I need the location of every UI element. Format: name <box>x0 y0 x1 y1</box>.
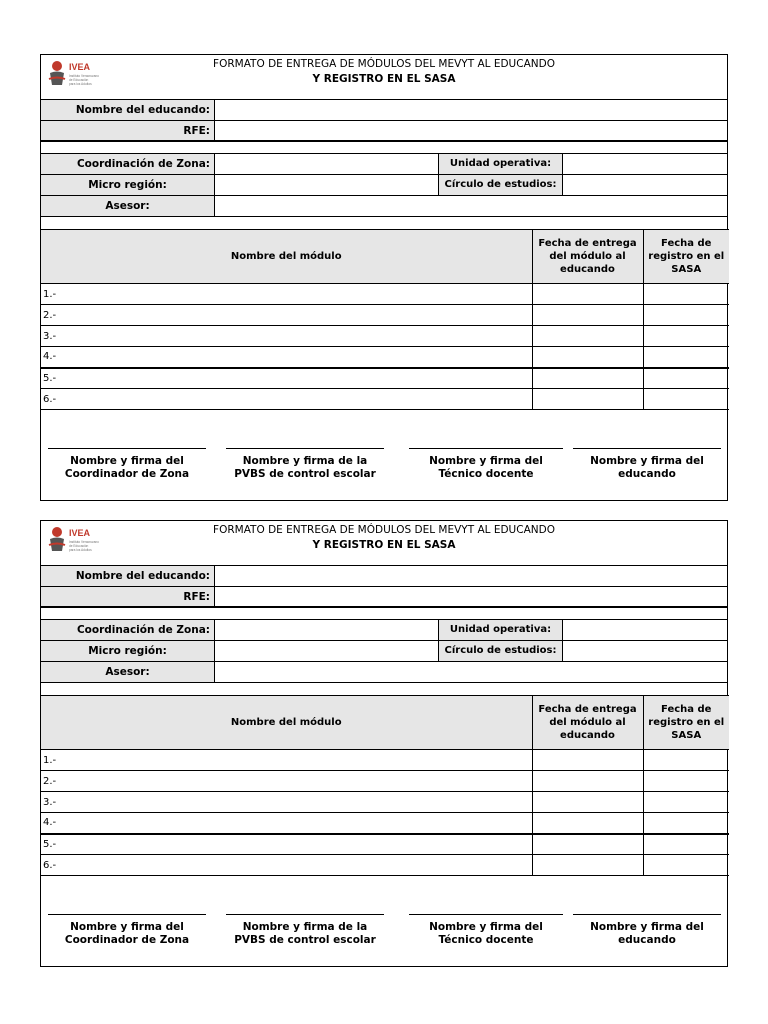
row-nombre-educando <box>41 100 727 121</box>
logo-name: IVEA <box>69 528 91 538</box>
svg-text:Instituto Veracruzano: Instituto Veracruzano <box>69 540 99 544</box>
rfe-field[interactable] <box>215 121 727 140</box>
circulo-estudios-label: Círculo de estudios: <box>439 175 563 195</box>
signature-caption: Nombre y firma del educando <box>590 455 704 480</box>
modules-table <box>41 695 729 876</box>
signature-block <box>409 878 563 947</box>
fecha-entrega-cell[interactable] <box>532 855 643 876</box>
fecha-entrega-cell[interactable] <box>532 771 643 792</box>
signature-block <box>573 412 721 481</box>
form-header <box>41 55 727 100</box>
row-asesor <box>41 662 727 683</box>
nombre-educando-field[interactable] <box>215 566 727 586</box>
delivery-form <box>40 520 728 967</box>
asesor-label: Asesor: <box>41 196 215 216</box>
signature-line[interactable] <box>48 914 206 915</box>
signature-caption: Nombre y firma del Coordinador de Zona <box>64 921 190 946</box>
microregion-field[interactable] <box>215 175 439 195</box>
coordinacion-label: Coordinación de Zona: <box>41 620 215 640</box>
module-row <box>41 326 729 347</box>
signature-line[interactable] <box>409 448 563 449</box>
signature-block <box>226 412 384 481</box>
fecha-registro-cell[interactable] <box>643 389 729 410</box>
row-rfe <box>41 121 727 142</box>
fecha-entrega-cell[interactable] <box>532 792 643 813</box>
module-name-cell[interactable]: 5.- <box>41 368 532 389</box>
form-title: FORMATO DE ENTREGA DE MÓDULOS DEL MEVYT AL EDUCANDO Y REGISTRO EN EL SASA <box>213 524 555 551</box>
module-row <box>41 389 729 410</box>
form-title: FORMATO DE ENTREGA DE MÓDULOS DEL MEVYT AL EDUCANDO Y REGISTRO EN EL SASA <box>213 58 555 85</box>
module-row <box>41 284 729 305</box>
module-row <box>41 771 729 792</box>
module-row <box>41 834 729 855</box>
signature-line[interactable] <box>573 914 721 915</box>
svg-text:de Educación: de Educación <box>69 78 89 82</box>
module-name-cell[interactable]: 4.- <box>41 347 532 368</box>
fecha-registro-cell[interactable] <box>643 834 729 855</box>
fecha-entrega-cell[interactable] <box>532 368 643 389</box>
coordinacion-label: Coordinación de Zona: <box>41 154 215 174</box>
rfe-label: RFE: <box>41 121 215 140</box>
circulo-estudios-field[interactable] <box>563 175 727 195</box>
signature-block <box>48 412 206 481</box>
coordinacion-field[interactable] <box>215 620 439 640</box>
fecha-registro-cell[interactable] <box>643 792 729 813</box>
module-row <box>41 347 729 368</box>
signature-block <box>573 878 721 947</box>
modules-table <box>41 229 729 410</box>
module-row <box>41 750 729 771</box>
circulo-estudios-field[interactable] <box>563 641 727 661</box>
microregion-label: Micro región: <box>41 175 215 195</box>
spacer-row <box>41 683 727 695</box>
fecha-registro-cell[interactable] <box>643 750 729 771</box>
module-name-cell[interactable]: 1.- <box>41 750 532 771</box>
fecha-entrega-cell[interactable] <box>532 813 643 834</box>
row-microregion <box>41 175 727 196</box>
signature-line[interactable] <box>409 914 563 915</box>
signature-caption: Nombre y firma del Técnico docente <box>429 921 543 946</box>
rfe-label: RFE: <box>41 587 215 606</box>
row-nombre-educando <box>41 566 727 587</box>
fecha-entrega-cell[interactable] <box>532 305 643 326</box>
coordinacion-field[interactable] <box>215 154 439 174</box>
module-row <box>41 813 729 834</box>
module-name-cell[interactable]: 3.- <box>41 792 532 813</box>
rfe-field[interactable] <box>215 587 727 606</box>
nombre-educando-field[interactable] <box>215 100 727 120</box>
col-nombre-modulo: Nombre del módulo <box>41 696 532 750</box>
signature-block <box>409 412 563 481</box>
module-name-cell[interactable]: 3.- <box>41 326 532 347</box>
spacer-row <box>41 217 727 229</box>
fecha-registro-cell[interactable] <box>643 771 729 792</box>
fecha-registro-cell[interactable] <box>643 347 729 368</box>
fecha-entrega-cell[interactable] <box>532 389 643 410</box>
row-coordinacion <box>41 620 727 641</box>
spacer-row <box>41 608 727 620</box>
fecha-entrega-cell[interactable] <box>532 834 643 855</box>
fecha-entrega-cell[interactable] <box>532 347 643 368</box>
module-name-cell[interactable]: 6.- <box>41 389 532 410</box>
module-name-cell[interactable]: 2.- <box>41 305 532 326</box>
module-row <box>41 305 729 326</box>
svg-text:de Educación: de Educación <box>69 544 89 548</box>
svg-text:Instituto Veracruzano: Instituto Veracruzano <box>69 74 99 78</box>
col-nombre-modulo: Nombre del módulo <box>41 230 532 284</box>
module-row <box>41 368 729 389</box>
fecha-registro-cell[interactable] <box>643 305 729 326</box>
module-row <box>41 792 729 813</box>
signature-caption: Nombre y firma del Coordinador de Zona <box>64 455 190 480</box>
signature-caption: Nombre y firma del Técnico docente <box>429 455 543 480</box>
nombre-educando-label: Nombre del educando: <box>41 566 215 586</box>
unidad-operativa-field[interactable] <box>563 154 727 174</box>
signature-line[interactable] <box>226 914 384 915</box>
signatures-section <box>41 878 727 966</box>
row-coordinacion <box>41 154 727 175</box>
svg-text:para los Adultos: para los Adultos <box>69 82 92 86</box>
unidad-operativa-field[interactable] <box>563 620 727 640</box>
unidad-operativa-label: Unidad operativa: <box>439 154 563 174</box>
nombre-educando-label: Nombre del educando: <box>41 100 215 120</box>
spacer-row <box>41 142 727 154</box>
col-fecha-registro: Fecha de registro en el SASA <box>643 230 729 284</box>
fecha-registro-cell[interactable] <box>643 284 729 305</box>
signature-line[interactable] <box>573 448 721 449</box>
col-fecha-registro: Fecha de registro en el SASA <box>643 696 729 750</box>
signature-caption: Nombre y firma de la PVBS de control escolar <box>234 455 376 480</box>
asesor-label: Asesor: <box>41 662 215 682</box>
fecha-registro-cell[interactable] <box>643 813 729 834</box>
signature-line[interactable] <box>226 448 384 449</box>
signatures-section <box>41 412 727 500</box>
fecha-registro-cell[interactable] <box>643 855 729 876</box>
row-asesor <box>41 196 727 217</box>
logo-name: IVEA <box>69 62 91 72</box>
module-name-cell[interactable]: 6.- <box>41 855 532 876</box>
signature-line[interactable] <box>48 448 206 449</box>
module-row <box>41 855 729 876</box>
row-microregion <box>41 641 727 662</box>
fecha-entrega-cell[interactable] <box>532 750 643 771</box>
signature-block <box>48 878 206 947</box>
asesor-field[interactable] <box>215 196 727 216</box>
col-fecha-entrega: Fecha de entrega del módulo al educando <box>532 230 643 284</box>
circulo-estudios-label: Círculo de estudios: <box>439 641 563 661</box>
module-name-cell[interactable]: 4.- <box>41 813 532 834</box>
module-name-cell[interactable]: 2.- <box>41 771 532 792</box>
microregion-label: Micro región: <box>41 641 215 661</box>
fecha-entrega-cell[interactable] <box>532 326 643 347</box>
asesor-field[interactable] <box>215 662 727 682</box>
module-name-cell[interactable]: 1.- <box>41 284 532 305</box>
signature-caption: Nombre y firma de la PVBS de control escolar <box>234 921 376 946</box>
signature-caption: Nombre y firma del educando <box>590 921 704 946</box>
unidad-operativa-label: Unidad operativa: <box>439 620 563 640</box>
module-name-cell[interactable]: 5.- <box>41 834 532 855</box>
svg-text:para los Adultos: para los Adultos <box>69 548 92 552</box>
fecha-registro-cell[interactable] <box>643 326 729 347</box>
col-fecha-entrega: Fecha de entrega del módulo al educando <box>532 696 643 750</box>
signature-block <box>226 878 384 947</box>
fecha-registro-cell[interactable] <box>643 368 729 389</box>
fecha-entrega-cell[interactable] <box>532 284 643 305</box>
form-header <box>41 521 727 566</box>
row-rfe <box>41 587 727 608</box>
microregion-field[interactable] <box>215 641 439 661</box>
delivery-form <box>40 54 728 501</box>
